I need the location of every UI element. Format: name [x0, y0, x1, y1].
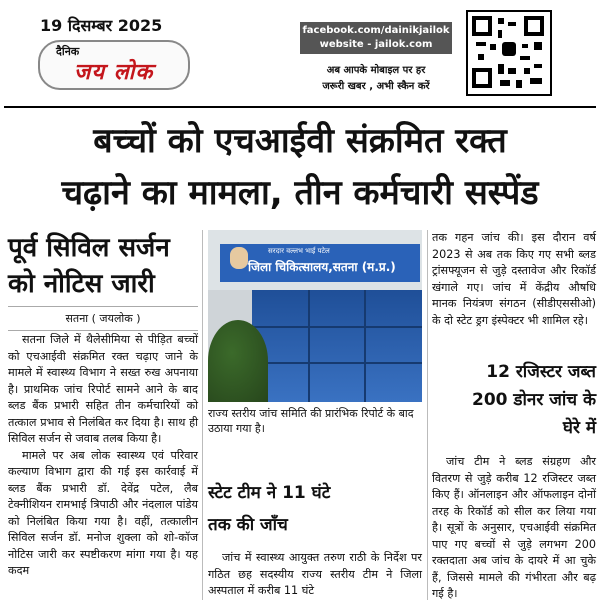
column-divider-right: [427, 230, 428, 600]
logo-big-text: जय लोक: [74, 60, 154, 85]
glass-facade: [252, 290, 422, 402]
issue-date: 19 दिसम्बर 2025: [40, 16, 163, 35]
photo-caption: राज्य स्तरीय जांच समिति की प्रारंभिक रिपोर्ट के बाद उठाया गया है।: [208, 407, 414, 435]
right-article-text-top: [432, 230, 596, 329]
website-link: website - jailok.com: [319, 39, 433, 50]
left-subhead-line1: पूर्व सिविल सर्जन: [8, 233, 170, 263]
left-paragraph-1: सतना जिले में थैलेसीमिया से पीड़ित बच्चों को एचआईवी संक्रमित रक्त चढ़ाए जाने के मामले में स्वास्थ्य विभाग ने सख्त रुख अपनाया है। प्राथमिक जांच रिपोर्ट सामने आने के बाद ब्लड बैंक प्रभारी सहित तीन कर्मचारियों को तत्काल प्रभाव से निलंबित कर दिया है। साथ ही सिविल सर्जन से जवाब तलब किया है।: [8, 333, 198, 445]
right-subhead: [432, 358, 596, 442]
middle-subhead-line1: स्टेट टीम ने 11 घंटे: [208, 483, 331, 503]
dateline: सतना ( जयलोक ): [8, 306, 198, 331]
scan-prompt-line2: जरूरी खबर , अभी स्कैन करें: [322, 81, 430, 92]
right-subhead-line1: 12 रजिस्टर जब्त: [486, 362, 596, 382]
left-article-text: [8, 332, 198, 580]
signboard-line2: जिला चिकित्सालय,सतना (म.प्र.): [248, 260, 396, 274]
scan-prompt-line1: अब आपके मोबाइल पर हर: [326, 65, 426, 76]
headline-line2: चढ़ाने का मामला, तीन कर्मचारी सस्पेंड: [61, 173, 539, 213]
hospital-photo: [208, 230, 422, 402]
right-paragraph-2: जांच टीम ने ब्लड संग्रहण और वितरण से जुड़े करीब 12 रजिस्टर जब्त किए हैं। ऑनलाइन और ऑफलाइन दोनों तरह के रिकॉर्ड को सील कर लिया गया है। सूत्रों के अनुसार, एचआईवी संक्रमित पाए गए बच्चों से जुड़े लगभग 200 रक्तदाता अब जांच के दायरे में आ चुके हैं, जिससे मामले की गंभीरता और बढ़ गई है।: [432, 455, 596, 600]
qr-code-icon: [466, 10, 552, 96]
header-rule: [4, 106, 596, 108]
right-subhead-line2: 200 डोनर जांच के: [472, 390, 596, 410]
portrait-icon: [230, 247, 248, 269]
left-subhead-line2: को नोटिस जारी: [8, 269, 155, 299]
middle-paragraph-1: जांच में स्वास्थ्य आयुक्त तरुण राठी के निर्देश पर गठित छह सदस्यीय राज्य स्तरीय टीम ने जिला अस्पताल में करीब 11 घंटे: [208, 551, 422, 597]
facebook-link: facebook.com/dainikjailok: [302, 25, 450, 36]
palm-tree: [208, 320, 268, 402]
middle-subhead-line2: तक की जाँच: [208, 515, 288, 535]
logo-small-text: दैनिक: [56, 45, 80, 58]
right-subhead-line3: घेरे में: [562, 418, 596, 438]
headline-line1: बच्चों को एचआईवी संक्रमित रक्त: [93, 121, 507, 161]
signboard-line1: सरदार वल्लभ भाई पटेल: [268, 247, 330, 255]
column-divider-left: [202, 230, 203, 600]
right-article-text-bottom: [432, 454, 596, 603]
middle-article-text: [208, 550, 422, 600]
right-paragraph-1: तक गहन जांच की। इस दौरान वर्ष 2023 से अब तक किए गए सभी ब्लड ट्रांसफ्यूजन से जुड़े दस्तावेज और रिकॉर्ड खंगाले गए। जांच में केंद्रीय औषधि मानक नियंत्रण संगठन (सीडीएससीओ) के दो स्टेट ड्रग इंस्पेक्टर भी शामिल रहे।: [432, 231, 596, 327]
left-paragraph-2: मामले पर अब लोक स्वास्थ्य एवं परिवार कल्याण विभाग द्वारा की गई इस कार्रवाई में ब्लड बैंक प्रभारी डॉ. देवेंद्र पटेल, लैब टेक्नीशियन रामभाई त्रिपाठी और नंदलाल पांडेय को निलंबित किया गया है। वहीं, तत्कालीन सिविल सर्जन डॉ. मनोज शुक्ला को शो-कॉज नोटिस जारी कर स्पष्टीकरण मांगा गया है। यह कदम: [8, 448, 198, 577]
web-info-bar: [300, 22, 452, 54]
